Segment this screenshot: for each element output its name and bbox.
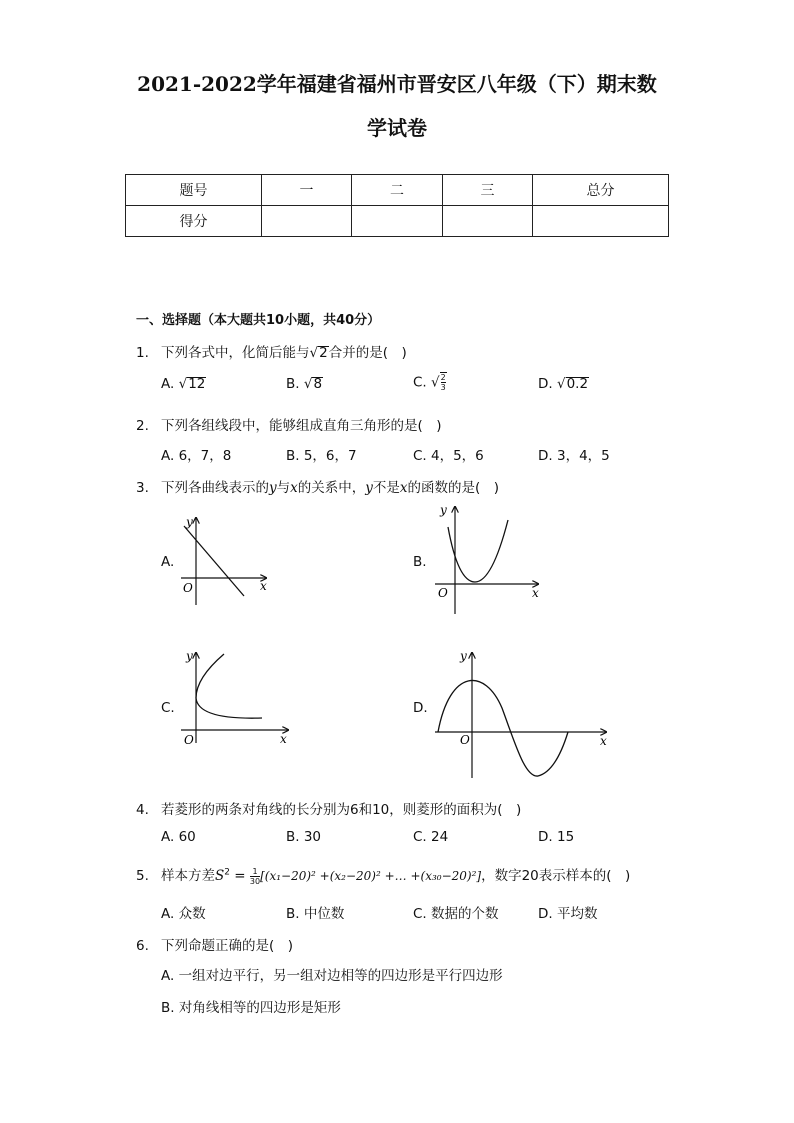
q3-graph-b (430, 502, 545, 617)
q2-option-b: B. 5，6，7 (286, 448, 357, 464)
q6-option-a: A. 一组对边平行，另一组对边相等的四边形是平行四边形 (161, 968, 503, 984)
curve-sideways (196, 654, 262, 718)
q3-option-a-label: A. (161, 554, 175, 570)
q6-option-b: B. 对角线相等的四边形是矩形 (161, 1000, 341, 1016)
q1-option-d: D. √0.2 (538, 376, 589, 392)
question-text: 下列命题正确的是( ) (161, 938, 294, 954)
x-label: x (260, 579, 267, 593)
question-6 (136, 934, 293, 954)
question-text: 下列各组线段中，能够组成直角三角形的是( ) (161, 418, 442, 434)
section-heading: 一、选择题（本大题共10小题，共40分） (136, 313, 381, 328)
q1-option-a: A. √12 (161, 376, 206, 392)
question-2 (136, 414, 442, 434)
q3-graph-d (430, 648, 610, 783)
q5-option-b: B. 中位数 (286, 906, 345, 922)
score-table-header-row (126, 175, 669, 206)
q4-option-d: D. 15 (538, 829, 575, 845)
q4-option-a: A. 60 (161, 829, 196, 845)
q1-option-b: B. √8 (286, 376, 323, 392)
origin-label: O (438, 586, 448, 600)
score-cell (352, 206, 443, 237)
question-text: 若菱形的两条对角线的长分别为6和10，则菱形的面积为( ) (161, 802, 522, 818)
curve-line (184, 526, 244, 596)
origin-label: O (183, 581, 193, 595)
row-label-cell: 得分 (126, 206, 262, 237)
question-number: 5. (136, 868, 149, 884)
score-cell (443, 206, 533, 237)
exam-title-line1: 2021-2022学年福建省福州市晋安区八年级（下）期末数 (137, 72, 657, 96)
question-3: 3. 下列各曲线表示的y与x的关系中，y不是x的函数的是( ) (136, 480, 500, 496)
q3-option-d-label: D. (413, 700, 428, 716)
q2-option-a: A. 6，7，8 (161, 448, 232, 464)
curve-parabola (448, 520, 508, 582)
y-label: y (440, 503, 447, 517)
question-text: 合并的是( ) (328, 345, 407, 361)
variance-expression: [(x₁−20)² +(x₂−20)² +… +(x₃₀−20)²] (260, 869, 482, 883)
question-1: 1. 下列各式中，化简后能与√2合并的是( ) (136, 345, 407, 361)
q5-option-a: A. 众数 (161, 906, 206, 922)
header-cell: 一 (262, 175, 352, 206)
x-label: x (600, 734, 607, 748)
question-number: 1. (136, 345, 149, 361)
x-label: x (532, 586, 539, 600)
question-5: 5. 样本方差$S^2$ = $\frac{1}{30}$ [(x₁−20)² +(x₂−20)² +… +(x₃₀−20)²]，数字20表示样本的( ) (136, 866, 631, 886)
header-cell: 二 (352, 175, 443, 206)
question-number: 6. (136, 938, 149, 954)
y-label: y (186, 515, 193, 529)
q5-option-d: D. 平均数 (538, 906, 598, 922)
question-4 (136, 798, 521, 818)
question-text: 下列各式中，化简后能与 (161, 345, 310, 361)
question-number: 3. (136, 480, 149, 496)
header-cell: 题号 (126, 175, 262, 206)
q2-option-d: D. 3，4，5 (538, 448, 610, 464)
q1-option-c: C. √ $\frac{2}{3}$ (413, 373, 446, 392)
y-label: y (186, 649, 193, 663)
q5-option-c: C. 数据的个数 (413, 906, 499, 922)
x-label: x (280, 732, 287, 746)
score-cell (262, 206, 352, 237)
question-number: 2. (136, 418, 149, 434)
header-cell: 三 (443, 175, 533, 206)
origin-label: O (460, 733, 470, 747)
q4-option-c: C. 24 (413, 829, 449, 845)
origin-label: O (184, 733, 194, 747)
exam-title-line2: 学试卷 (367, 116, 427, 140)
radicand: 2 (319, 345, 328, 361)
header-cell: 总分 (533, 175, 669, 206)
q3-option-b-label: B. (413, 554, 427, 570)
curve-sine (438, 680, 568, 776)
q3-graph-a (176, 510, 276, 610)
question-number: 4. (136, 802, 149, 818)
score-cell (533, 206, 669, 237)
y-label: y (460, 649, 467, 663)
q3-option-c-label: C. (161, 700, 175, 716)
q3-graph-c (176, 648, 291, 748)
score-table-score-row (126, 206, 669, 237)
q2-option-c: C. 4，5，6 (413, 448, 484, 464)
q4-option-b: B. 30 (286, 829, 322, 845)
score-table (125, 174, 669, 237)
